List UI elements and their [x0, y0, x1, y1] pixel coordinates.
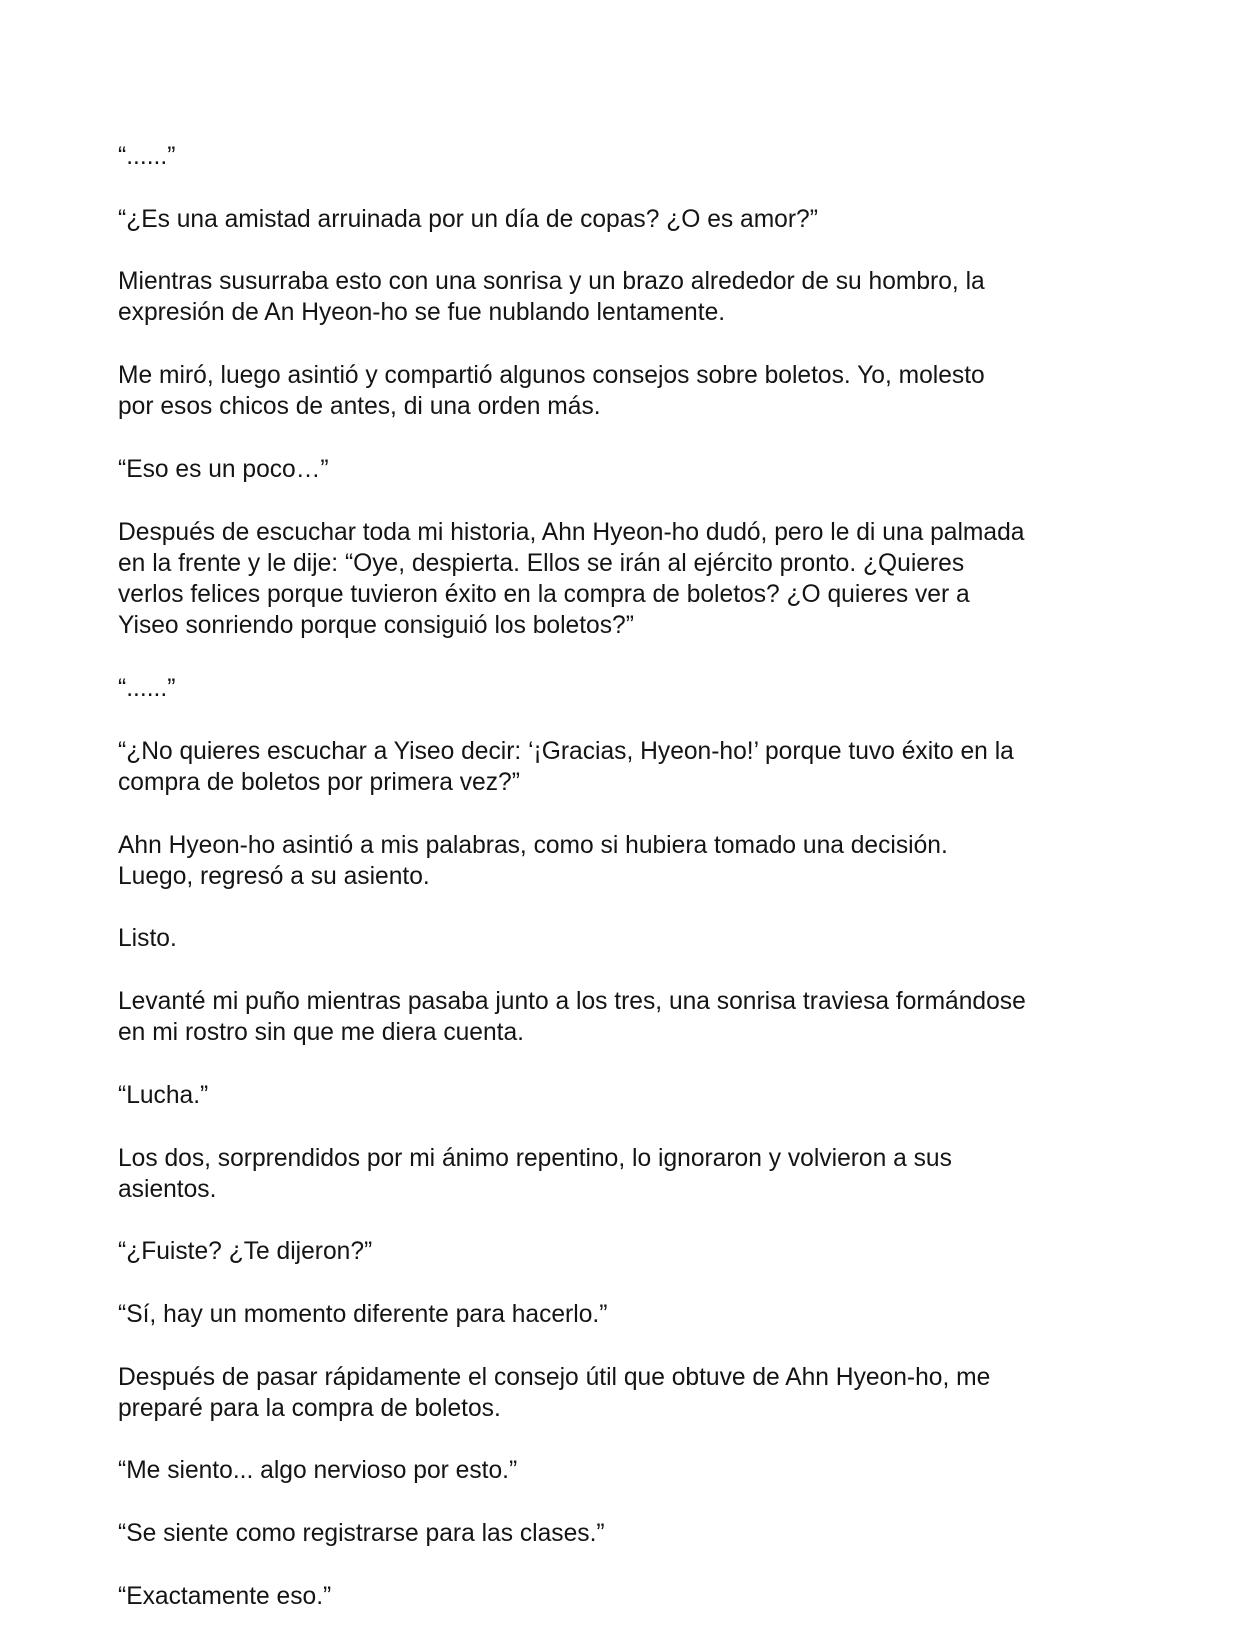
paragraph: Después de pasar rápidamente el consejo útil que obtuve de Ahn Hyeon-ho, me preparé para la compra de boletos. — [118, 1363, 991, 1422]
paragraph: “Sí, hay un momento diferente para hacerlo.” — [118, 1300, 608, 1328]
paragraph: Levanté mi puño mientras pasaba junto a los tres, una sonrisa traviesa formándose en mi rostro sin que me diera cuenta. — [118, 988, 1026, 1047]
paragraph: “Me siento... algo nervioso por esto.” — [118, 1457, 518, 1485]
paragraph: “¿Fuiste? ¿Te dijeron?” — [118, 1238, 373, 1266]
paragraph: “Lucha.” — [118, 1081, 209, 1109]
paragraph: “......” — [118, 675, 176, 703]
paragraph: Ahn Hyeon-ho asintió a mis palabras, como si hubiera tomado una decisión. Luego, regresó a su asiento. — [118, 831, 948, 890]
paragraph: Después de escuchar toda mi historia, Ahn Hyeon-ho dudó, pero le di una palmada en la frente y le dije: “Oye, despierta. Ellos se irán al ejército pronto. ¿Quieres verlos felices porque tuvieron éxito en la compra de boletos? ¿O quieres ver a Yiseo sonriendo porque consiguió los boletos?” — [118, 518, 1025, 640]
paragraph: “......” — [118, 143, 176, 170]
paragraph: Me miró, luego asintió y compartió algunos consejos sobre boletos. Yo, molesto por esos chicos de antes, di una orden más. — [118, 362, 985, 421]
paragraph: “Eso es un poco…” — [118, 455, 329, 483]
paragraph: “¿Es una amistad arruinada por un día de copas? ¿O es amor?” — [118, 205, 818, 233]
paragraph: “¿No quieres escuchar a Yiseo decir: ‘¡Gracias, Hyeon-ho!’ porque tuvo éxito en la compra de boletos por primera vez?” — [118, 737, 1014, 796]
document-body — [118, 141, 1128, 1643]
paragraph: Mientras susurraba esto con una sonrisa y un brazo alrededor de su hombro, la expresión de An Hyeon-ho se fue nublando lentamente. — [118, 268, 985, 327]
paragraph: Listo. — [118, 925, 177, 953]
paragraph: “Exactamente eso.” — [118, 1582, 332, 1610]
paragraph: “Se siente como registrarse para las clases.” — [118, 1520, 605, 1548]
paragraph: Los dos, sorprendidos por mi ánimo repentino, lo ignoraron y volvieron a sus asientos. — [118, 1144, 952, 1203]
